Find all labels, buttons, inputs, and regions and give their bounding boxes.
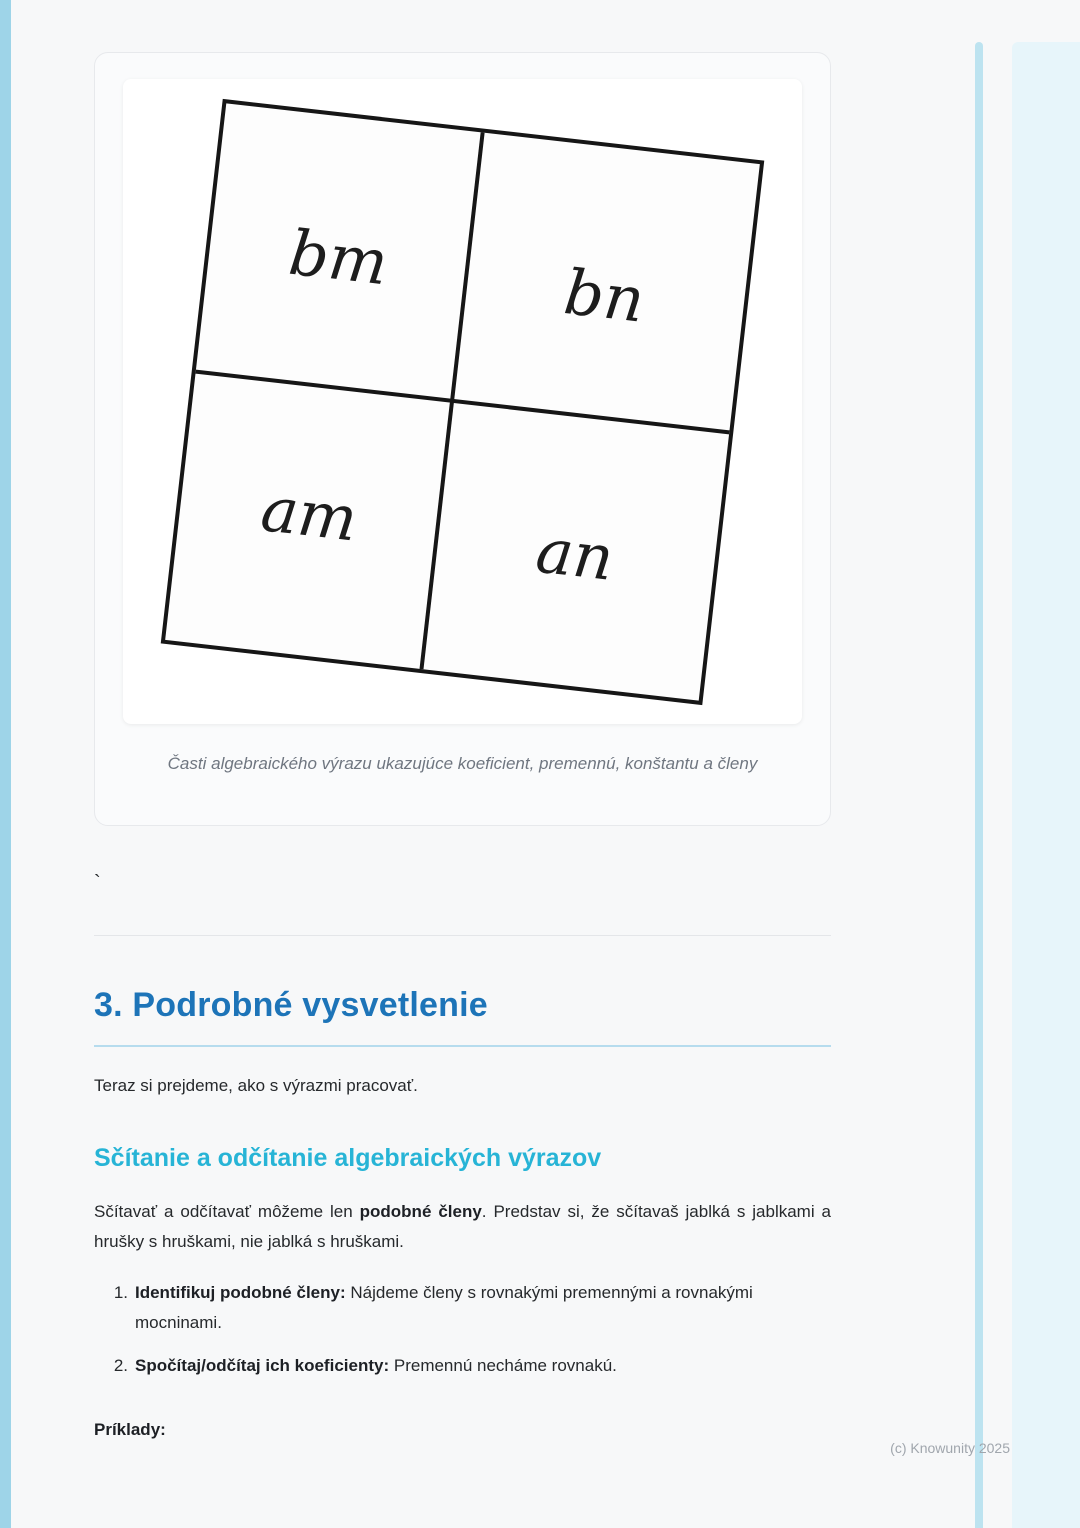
- list-item-2-bold-label: Spočítaj/odčítaj ich koeficienty:: [135, 1355, 390, 1375]
- left-accent-stripe: [0, 0, 11, 1528]
- algebra-terms-image: [123, 79, 802, 724]
- heading-underline: [94, 1045, 831, 1047]
- right-side-panel: [1012, 42, 1080, 1528]
- body-paragraph: [94, 1197, 831, 1258]
- list-item-1-rest: Nájdeme členy s rovnakými premennými a rovnakými mocninami.: [135, 1282, 753, 1333]
- list-item-2: [94, 1351, 831, 1382]
- subsection-heading: Sčítanie a odčítanie algebraických výrazov: [94, 1143, 602, 1172]
- list-item-2-number: 2.: [113, 1355, 128, 1375]
- intro-text: Teraz si prejdeme, ako s výrazmi pracovať.: [94, 1076, 418, 1096]
- grid-cell-am: am: [257, 471, 361, 555]
- list-item-2-rest: Premennú necháme rovnakú.: [393, 1355, 617, 1375]
- paragraph-rest: . Predstav si, že sčítavaš jablká s jablkami a hrušky s hruškami, nie jablká s hruškami.: [94, 1201, 831, 1252]
- section-heading: 3. Podrobné vysvetlenie: [94, 986, 488, 1025]
- section-divider: [94, 935, 831, 936]
- list-item-2-text: [135, 1351, 831, 1382]
- grid-cell-an: an: [532, 512, 618, 594]
- paragraph-bold-term: podobné členy: [359, 1201, 482, 1221]
- right-accent-stripe: [975, 42, 983, 1528]
- steps-list: [94, 1278, 831, 1382]
- figure-card: [94, 52, 831, 826]
- list-item-1-bold-label: Identifikuj podobné členy:: [135, 1282, 346, 1302]
- paragraph-lead: Sčítavať a odčítavať môžeme len: [94, 1201, 360, 1221]
- grid-cell-bn: bn: [560, 254, 649, 336]
- grid-cell-bm: bm: [285, 214, 392, 299]
- copyright-notice: (c) Knowunity 2025: [890, 1440, 1010, 1456]
- list-item-1: [94, 1278, 831, 1339]
- figure-caption: Časti algebraického výrazu ukazujúce koeficient, premennú, konštantu a členy: [167, 754, 758, 773]
- stray-backtick: `: [94, 872, 101, 895]
- article-content: [94, 0, 831, 1440]
- list-item-1-text: [135, 1278, 831, 1339]
- examples-label: Príklady:: [94, 1419, 166, 1439]
- two-by-two-grid: [161, 98, 765, 704]
- list-item-1-number: 1.: [113, 1282, 128, 1302]
